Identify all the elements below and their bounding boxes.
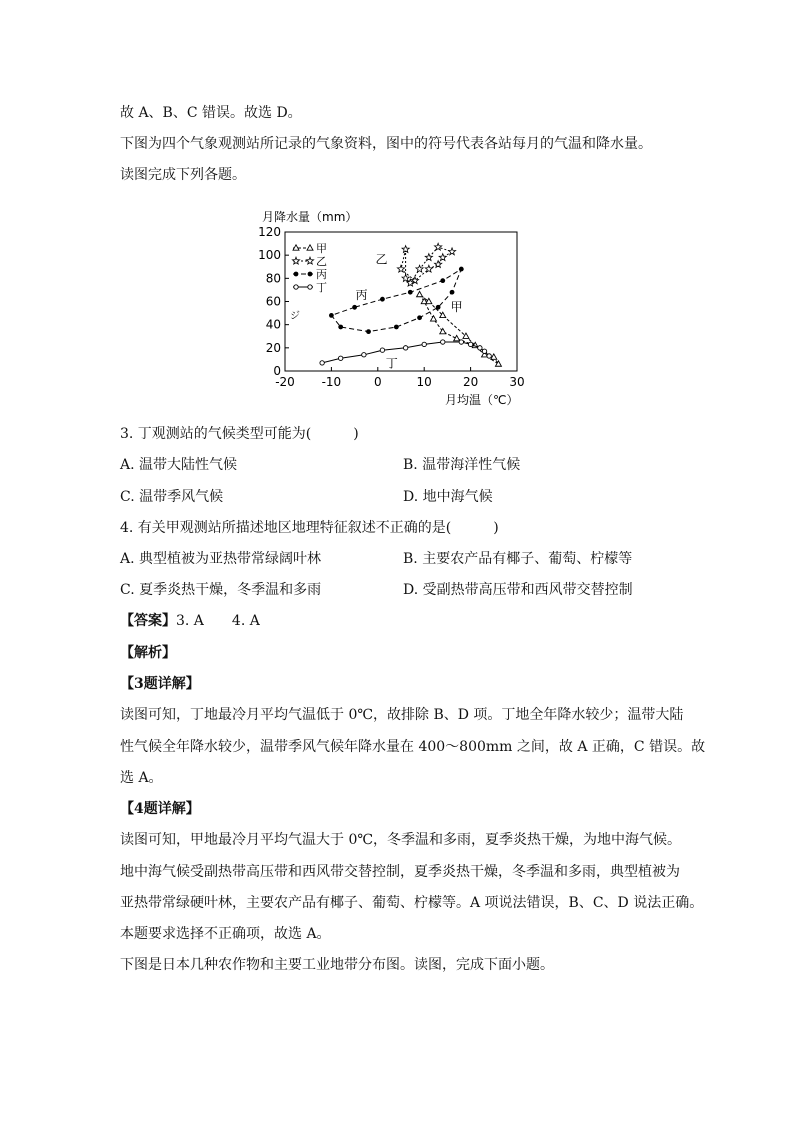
q3-detail-line-1: 读图可知，丁地最冷月平均气温低于 0℃，故排除 B、D 项。丁地全年降水较少；温带大陆: [120, 707, 684, 723]
legend-marker: [292, 257, 299, 264]
data-point-dot: [338, 325, 343, 330]
q4-option-a[interactable]: A. 典型植被为亚热带常绿阔叶林: [120, 551, 322, 567]
x-tick-label: 10: [416, 375, 432, 389]
data-point-circle: [422, 342, 426, 346]
q4-detail-line-3: 亚热带常绿硬叶林，主要农产品有椰子、葡萄、柠檬等。A 项说法错误，B、C、D 说法正确。: [120, 895, 704, 911]
data-point-circle: [487, 354, 491, 358]
data-point-circle: [468, 342, 472, 346]
data-point-dot: [450, 290, 455, 295]
x-tick-label: -10: [321, 375, 342, 389]
x-tick-label: -20: [275, 375, 295, 389]
q4-detail-line-4: 本题要求选择不正确项，故选 A。: [120, 926, 331, 942]
q4-detail-line-1: 读图可知，甲地最冷月平均气温大于 0℃，冬季温和多雨，夏季炎热干燥，为地中海气候。: [120, 832, 682, 848]
q4-option-d[interactable]: D. 受副热带高压带和西风带交替控制: [403, 582, 633, 598]
data-point-circle: [482, 349, 486, 353]
data-point-circle: [441, 340, 445, 344]
data-point-circle: [338, 356, 342, 360]
legend-marker: [294, 285, 298, 289]
data-point-dot: [440, 278, 445, 283]
legend-label: 丁: [316, 281, 327, 294]
y-tick-label: 0: [273, 364, 281, 378]
data-point-dot: [436, 305, 441, 310]
q3-detail-label: 【3题详解】: [120, 676, 200, 692]
data-point-triangle: [426, 298, 432, 303]
curve-label: 乙: [375, 252, 388, 267]
data-point-circle: [459, 340, 463, 344]
legend-label: 乙: [316, 255, 327, 268]
q3-option-d[interactable]: D. 地中海气候: [403, 489, 493, 505]
answer-label: 【答案】: [120, 613, 176, 629]
q4-stem: 4. 有关甲观测站所描述地区地理特征叙述不正确的是( ): [120, 520, 499, 536]
data-point-dot: [459, 267, 464, 272]
legend-marker: [308, 272, 313, 277]
intro-line-1: 故 A、B、C 错误。故选 D。: [120, 105, 302, 121]
y-tick-label: 120: [258, 225, 281, 239]
outro-line: 下图是日本几种农作物和主要工业地带分布图。读图，完成下面小题。: [120, 957, 554, 973]
data-point-star: [425, 254, 432, 261]
intro-line-2: 下图为四个气象观测站所记录的气象资料，图中的符号代表各站每月的气温和降水量。: [120, 136, 652, 152]
curve-label: 甲: [450, 299, 463, 314]
data-point-dot: [329, 313, 334, 318]
answer-text: 3. A 4. A: [176, 613, 260, 629]
x-tick-label: 30: [509, 375, 525, 389]
x-tick-label: 20: [462, 375, 479, 389]
x-tick-label: 0: [373, 375, 382, 389]
legend-marker: [306, 257, 313, 264]
curve-label: 丁: [385, 356, 398, 371]
data-point-star: [402, 246, 409, 253]
data-point-circle: [320, 361, 324, 365]
q4-option-b[interactable]: B. 主要农产品有椰子、葡萄、柠檬等: [403, 551, 633, 567]
legend-marker: [308, 285, 312, 289]
q3-option-c[interactable]: C. 温带季风气候: [120, 489, 224, 505]
answer-line: [120, 611, 260, 631]
series-line-4: [322, 342, 489, 363]
data-point-star: [435, 243, 442, 250]
data-point-dot: [394, 325, 399, 330]
data-point-circle: [403, 346, 407, 350]
q4-detail-label: 【4题详解】: [120, 801, 200, 817]
y-tick-label: 60: [265, 294, 281, 309]
legend-label: 甲: [316, 242, 327, 255]
data-point-dot: [352, 305, 357, 310]
legend-marker: [307, 245, 313, 250]
x-axis-label: 月均温（℃）: [445, 393, 519, 407]
q4-option-c[interactable]: C. 夏季炎热干燥，冬季温和多雨: [120, 582, 322, 598]
y-axis-label: 月降水量（mm）: [262, 210, 358, 224]
q3-option-a[interactable]: A. 温带大陆性气候: [120, 457, 238, 473]
data-point-dot: [408, 290, 413, 295]
data-point-star: [397, 265, 404, 272]
climograph: [250, 205, 540, 410]
data-point-star: [435, 261, 442, 268]
y-tick-label: 20: [265, 340, 281, 355]
data-point-circle: [380, 348, 384, 352]
q3-detail-line-3: 选 A。: [120, 770, 163, 786]
data-point-triangle: [417, 291, 423, 296]
margin-mark: ジ: [290, 311, 300, 322]
data-point-star: [439, 254, 446, 261]
data-point-circle: [362, 353, 366, 357]
analysis-label: 【解析】: [120, 645, 176, 661]
y-tick-label: 40: [265, 317, 281, 332]
legend-label: 丙: [316, 268, 327, 281]
q3-stem: 3. 丁观测站的气候类型可能为( ): [120, 426, 359, 442]
q3-detail-line-2: 性气候全年降水较少，温带季风气候年降水量在 400～800mm 之间，故 A 正确，C 错误。故: [120, 739, 706, 755]
data-point-dot: [366, 329, 371, 334]
curve-label: 丙: [355, 288, 368, 303]
data-point-circle: [478, 346, 482, 350]
data-point-triangle: [430, 316, 436, 321]
data-point-star: [448, 248, 455, 255]
q4-detail-line-2: 地中海气候受副热带高压带和西风带交替控制，夏季炎热干燥，冬季温和多雨，典型植被为: [120, 864, 680, 880]
q3-option-b[interactable]: B. 温带海洋性气候: [403, 457, 521, 473]
y-tick-label: 100: [258, 248, 281, 263]
data-point-dot: [380, 297, 385, 302]
intro-line-3: 读图完成下列各题。: [120, 167, 246, 183]
data-point-dot: [417, 315, 422, 320]
y-tick-label: 80: [265, 271, 281, 286]
legend-marker: [294, 272, 299, 277]
